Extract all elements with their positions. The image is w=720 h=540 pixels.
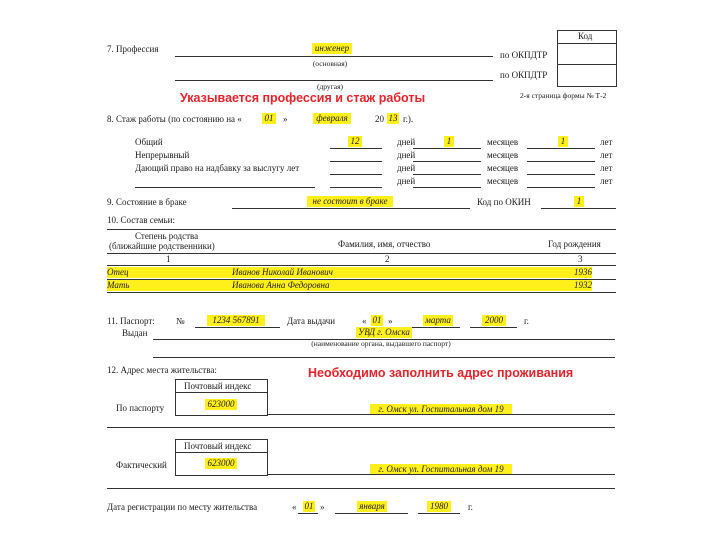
family-table-top (107, 229, 616, 230)
unit-years: лет (600, 163, 613, 173)
passport-issue-year[interactable]: 2000 (482, 315, 506, 326)
code-table-divider (557, 64, 616, 65)
family-col-relation-sub: (ближайшие родственники) (109, 241, 215, 251)
unit-years: лет (600, 150, 613, 160)
registration-year[interactable]: 1980 (427, 501, 451, 512)
okpdtr-label-1: по ОКПДТР (500, 50, 548, 60)
experience-row-label: Дающий право на надбавку за выслугу лет (135, 163, 300, 173)
unit-months: месяцев (487, 163, 519, 173)
family-relation[interactable]: Отец (107, 267, 232, 278)
passport-address-label: По паспорту (116, 403, 165, 413)
unit-days: дней (397, 150, 416, 160)
experience-years-total[interactable]: 1 (558, 136, 568, 147)
family-name[interactable]: Иванов Николай Иванович (232, 267, 482, 278)
family-name[interactable]: Иванова Анна Федоровна (232, 280, 482, 291)
family-num-3: 3 (578, 254, 583, 264)
family-num-1: 1 (166, 254, 171, 264)
passport-label: 11. Паспорт: (107, 316, 155, 326)
experience-row-label: Непрерывный (135, 150, 190, 160)
registration-day[interactable]: 01 (304, 501, 314, 511)
experience-label: 8. Стаж работы (по состоянию на « (107, 114, 242, 124)
postal-index-header: Почтовый индекс (184, 441, 252, 451)
experience-days-total[interactable]: 12 (348, 136, 362, 147)
issued-by-caption: (наименование органа, выдавшего паспорт) (311, 339, 451, 348)
experience-month[interactable]: февраля (313, 113, 351, 124)
address-label: 12. Адрес места жительства: (107, 365, 217, 375)
profession-caption-other: (другая) (316, 82, 344, 91)
okin-value[interactable]: 1 (574, 196, 584, 207)
actual-postal-index[interactable]: 623000 (205, 458, 237, 469)
postal-index-header: Почтовый индекс (184, 381, 252, 391)
experience-months-total[interactable]: 1 (444, 136, 454, 147)
passport-postal-index[interactable]: 623000 (205, 399, 237, 410)
experience-day[interactable]: 01 (262, 113, 276, 124)
experience-row-label: Общий (135, 137, 163, 147)
family-col-name: Фамилия, имя, отчество (338, 239, 431, 249)
profession-caption-main: (основная) (312, 59, 348, 68)
okin-label: Код по ОКИН (477, 197, 531, 207)
family-relation[interactable]: Мать (107, 280, 232, 291)
experience-year[interactable]: 13 (388, 113, 398, 123)
marital-value[interactable]: не состоит в браке (307, 196, 393, 207)
family-num-2: 2 (385, 254, 390, 264)
unit-months: месяцев (487, 137, 519, 147)
form-note: 2-я страница формы № Т-2 (520, 91, 607, 100)
family-col-year: Год рождения (548, 239, 601, 249)
registration-year-suffix: г. (468, 502, 473, 512)
code-table-divider (557, 43, 616, 44)
profession-line-other (175, 80, 493, 81)
code-header: Код (578, 31, 593, 41)
issued-by-value[interactable]: УВД г. Омска (356, 327, 412, 338)
annotation-address: Необходимо заполнить адрес проживания (308, 366, 574, 380)
passport-year-suffix: г. (524, 316, 529, 326)
unit-months: месяцев (487, 176, 519, 186)
passport-issue-month[interactable]: марта (423, 315, 453, 326)
family-year[interactable]: 1936 (482, 267, 592, 278)
profession-value[interactable]: инженер (312, 43, 352, 54)
unit-years: лет (600, 176, 613, 186)
profession-label: 7. Профессия (107, 44, 159, 54)
unit-days: дней (397, 163, 416, 173)
unit-years: лет (600, 137, 613, 147)
experience-year-end: г.). (403, 114, 414, 124)
unit-months: месяцев (487, 150, 519, 160)
marital-label: 9. Состояние в браке (107, 197, 187, 207)
family-col-relation: Степень родства (135, 231, 199, 241)
okpdtr-label-2: по ОКПДТР (500, 70, 548, 80)
experience-year-prefix: 20 (375, 114, 384, 124)
actual-address-label: Фактический (116, 460, 167, 470)
passport-issue-label: Дата выдачи (287, 316, 336, 326)
unit-days: дней (397, 137, 416, 147)
family-year[interactable]: 1932 (482, 280, 592, 291)
profession-line (175, 56, 493, 57)
passport-number-label: № (176, 316, 185, 326)
registration-month[interactable]: января (357, 501, 387, 512)
registration-label: Дата регистрации по месту жительства (107, 502, 258, 512)
actual-address-value[interactable]: г. Омск ул. Госпитальная дом 19 (370, 464, 512, 475)
family-label: 10. Состав семьи: (107, 215, 175, 225)
passport-issue-day[interactable]: 01 (372, 315, 382, 325)
passport-number[interactable]: 1234 567891 (207, 315, 265, 326)
passport-address-value[interactable]: г. Омск ул. Госпитальная дом 19 (370, 404, 512, 415)
annotation-profession: Указывается профессия и стаж работы (180, 91, 426, 105)
issued-by-label: Выдан (122, 328, 148, 338)
unit-days: дней (397, 176, 416, 186)
